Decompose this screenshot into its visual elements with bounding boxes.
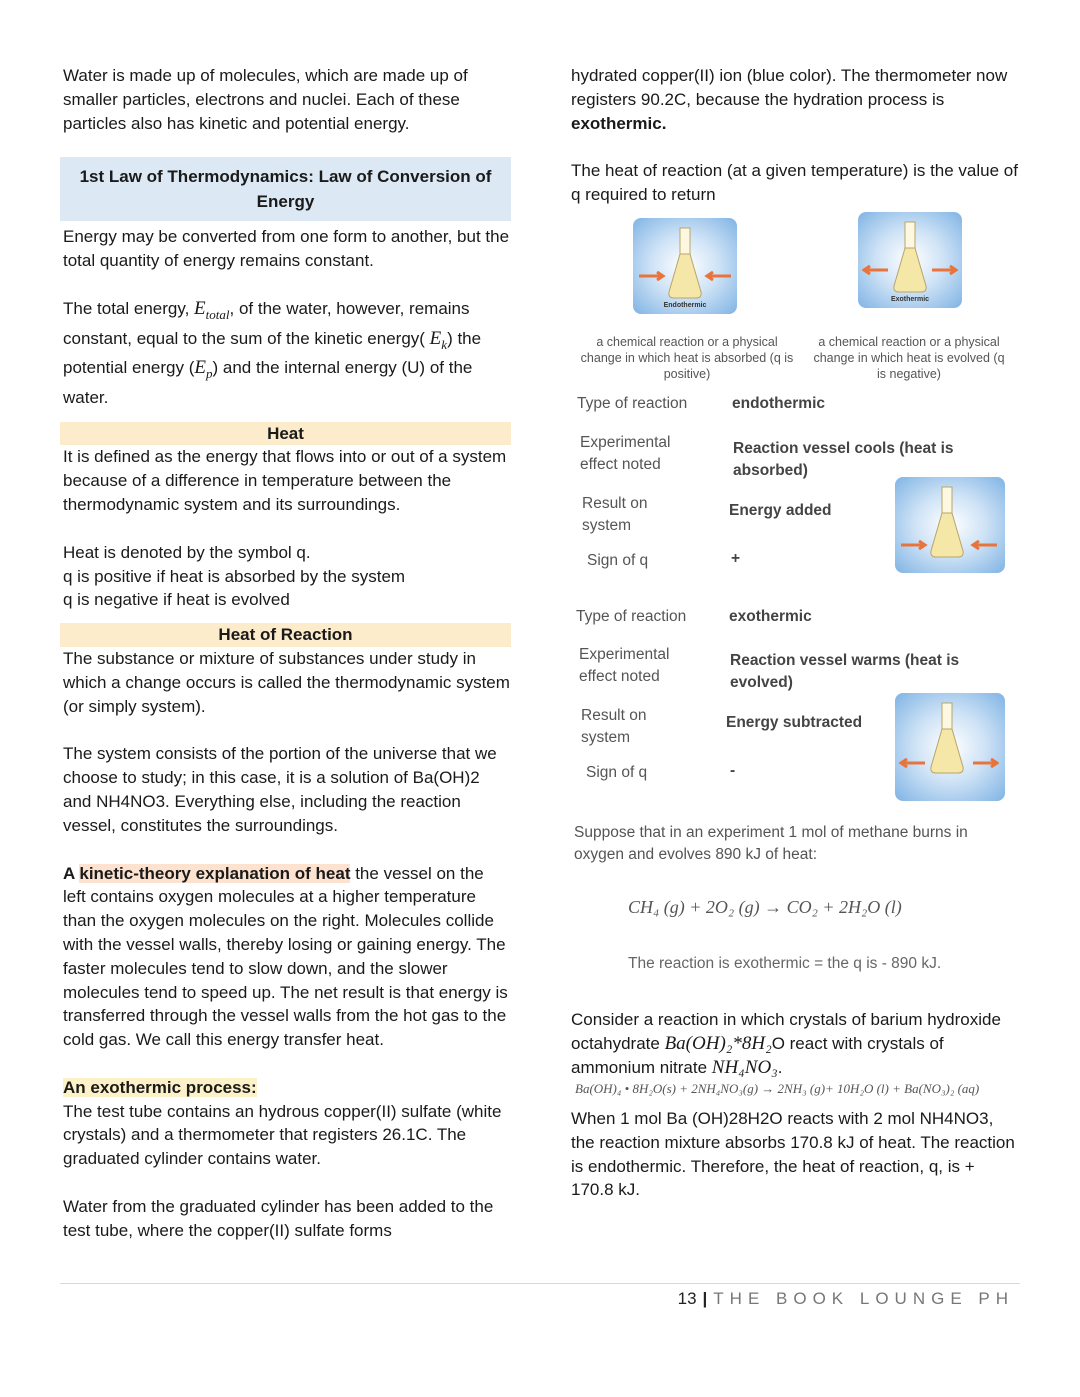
paragraph-barium-hydroxide: Consider a reaction in which crystals of barium hydroxide octahydrate Ba(OH)₂*8H₂O react with crystals of ammonium nitrate NH₄NO₃.: [571, 1010, 1001, 1078]
exo-result-value: Energy subtracted: [726, 714, 863, 731]
heat-heading: Heat: [60, 422, 511, 446]
paragraph-endothermic-result: When 1 mol Ba (OH)28H2O reacts with 2 mol NH4NO3, the reaction mixture absorbs 170.8 kJ of heat. The reaction is endothermic. Therefore, the heat of reaction, q, is + 170.8 kJ.: [571, 1109, 1015, 1200]
heat-arrows-out-icon: [862, 264, 958, 276]
paragraph-heat-of-reaction: The heat of reaction (at a given temperature) is the value of q required to return: [571, 161, 1018, 205]
endo-result-value: Energy added: [729, 502, 832, 519]
paragraph-test-tube: The test tube contains an hydrous copper(II) sulfate (white crystals) and a thermometer that registers 26.1C. The graduated cylinder contains water.: [63, 1101, 502, 1169]
exothermic-flask-figure: [858, 212, 962, 308]
heat-arrows-in-icon: [637, 270, 733, 282]
exo-sign-label: Sign of q: [586, 764, 648, 781]
paragraph-total-energy: The total energy, $E_{total}$, of the water, however, remains constant, equal to the sum of the kinetic energy( $E_k$) the potential energy $(E_p)$ and the internal energy (U) of the water.: [63, 297, 482, 407]
endothermic-caption: a chemical reaction or a physical change in which heat is absorbed (q is positive): [580, 335, 794, 381]
heat-arrows-out-icon: [899, 757, 999, 769]
right-column: [571, 64, 1021, 207]
exo-effect-label: Experimental effect noted: [579, 646, 670, 685]
paragraph-hydrated-copper: hydrated copper(II) ion (blue color). The thermometer now registers 90.2C, because the hydration process is exothermic.: [571, 66, 1008, 133]
exo-type-value: exothermic: [729, 608, 812, 625]
endo-type-label: Type of reaction: [577, 395, 688, 412]
endo-effect-value: Reaction vessel cools (heat is absorbed): [733, 440, 954, 479]
first-law-heading: 1st Law of Thermodynamics: Law of Conversion of Energy: [60, 157, 511, 221]
flask-icon: [667, 226, 703, 300]
left-column: [63, 64, 511, 1243]
page-number: 13: [677, 1289, 697, 1308]
page-footer: 13 | THE BOOK LOUNGE PH: [677, 1289, 1014, 1308]
paragraph-energy-conversion: Energy may be converted from one form to another, but the total quantity of energy remains constant.: [63, 227, 510, 271]
heat-of-reaction-heading: Heat of Reaction: [60, 623, 511, 647]
endo-sign-value: +: [731, 550, 741, 567]
barium-equation: Ba(OH)₄ • 8H₂O(s) + 2NH₄NO₃(g) → 2NH₃ (g)+ 10H₂O (l) + Ba(NO₃)₂ (aq): [575, 1081, 980, 1096]
paragraph-water-molecules: Water is made up of molecules, which are made up of smaller particles, electrons and nuclei. Each of these particles also has kinetic and potential energy.: [63, 66, 468, 133]
exothermic-process-heading: An exothermic process:: [63, 1077, 257, 1097]
endothermic-flask-figure: [633, 218, 737, 314]
endothermic-table-flask: [895, 477, 1005, 573]
flask-icon: [892, 220, 928, 294]
methane-exothermic-note: The reaction is exothermic = the q is - 890 kJ.: [628, 955, 942, 972]
heat-symbol-line: Heat is denoted by the symbol q.: [63, 542, 311, 562]
exothermic-label: Exothermic: [890, 296, 930, 303]
methane-equation: CH₄ (g) + 2O₂ (g) → CO₂ + 2H₂O (l): [628, 897, 902, 917]
q-positive-line: q is positive if heat is absorbed by the system: [63, 566, 406, 586]
exothermic-table-flask: [895, 693, 1005, 801]
footer-brand: THE BOOK LOUNGE PH: [713, 1289, 1014, 1308]
endo-sign-label: Sign of q: [587, 552, 649, 569]
paragraph-heat-definition: It is defined as the energy that flows into or out of a system because of a difference in temperature between the thermodynamic system and its surroundings.: [63, 447, 507, 514]
endo-effect-label: Experimental effect noted: [580, 434, 671, 473]
exo-type-label: Type of reaction: [576, 608, 687, 625]
exothermic-caption: a chemical reaction or a physical change in which heat is evolved (q is negative): [813, 335, 1005, 381]
exo-result-label: Result on system: [581, 707, 647, 746]
exo-sign-value: -: [730, 762, 736, 779]
paragraph-water-added: Water from the graduated cylinder has been added to the test tube, where the copper(II) sulfate forms: [63, 1197, 494, 1240]
paragraph-system-definition: The substance or mixture of substances under study in which a change occurs is called the thermodynamic system (or simply system).: [63, 648, 510, 716]
endo-type-value: endothermic: [732, 395, 826, 412]
endo-result-label: Result on system: [582, 495, 648, 534]
q-negative-line: q is negative if heat is evolved: [63, 590, 290, 610]
exo-effect-value: Reaction vessel warms (heat is evolved): [730, 652, 960, 691]
paragraph-kinetic-theory: A kinetic-theory explanation of heat the vessel on the left contains oxygen molecules at a higher temperature than the oxygen molecules on the right. Molecules collide with the vessel walls, thereby losing or gaining energy. The faster molecules tend to slow down, and the slower molecules tend to speed up. The net result is that energy is transferred through the vessel walls from the hot gas to the cold gas. We call this energy transfer heat.: [63, 863, 508, 1050]
heat-arrows-in-icon: [899, 539, 999, 551]
paragraph-methane: Suppose that in an experiment 1 mol of methane burns in oxygen and evolves 890 kJ of heat:: [574, 824, 968, 863]
paragraph-system-scope: The system consists of the portion of the universe that we choose to study; in this case, it is a solution of Ba(OH)2 and NH4NO3. Everything else, including the reaction vessel, constitutes the surroundings.: [63, 744, 497, 835]
footer-divider: [60, 1283, 1020, 1284]
endothermic-label: Endothermic: [663, 302, 707, 309]
